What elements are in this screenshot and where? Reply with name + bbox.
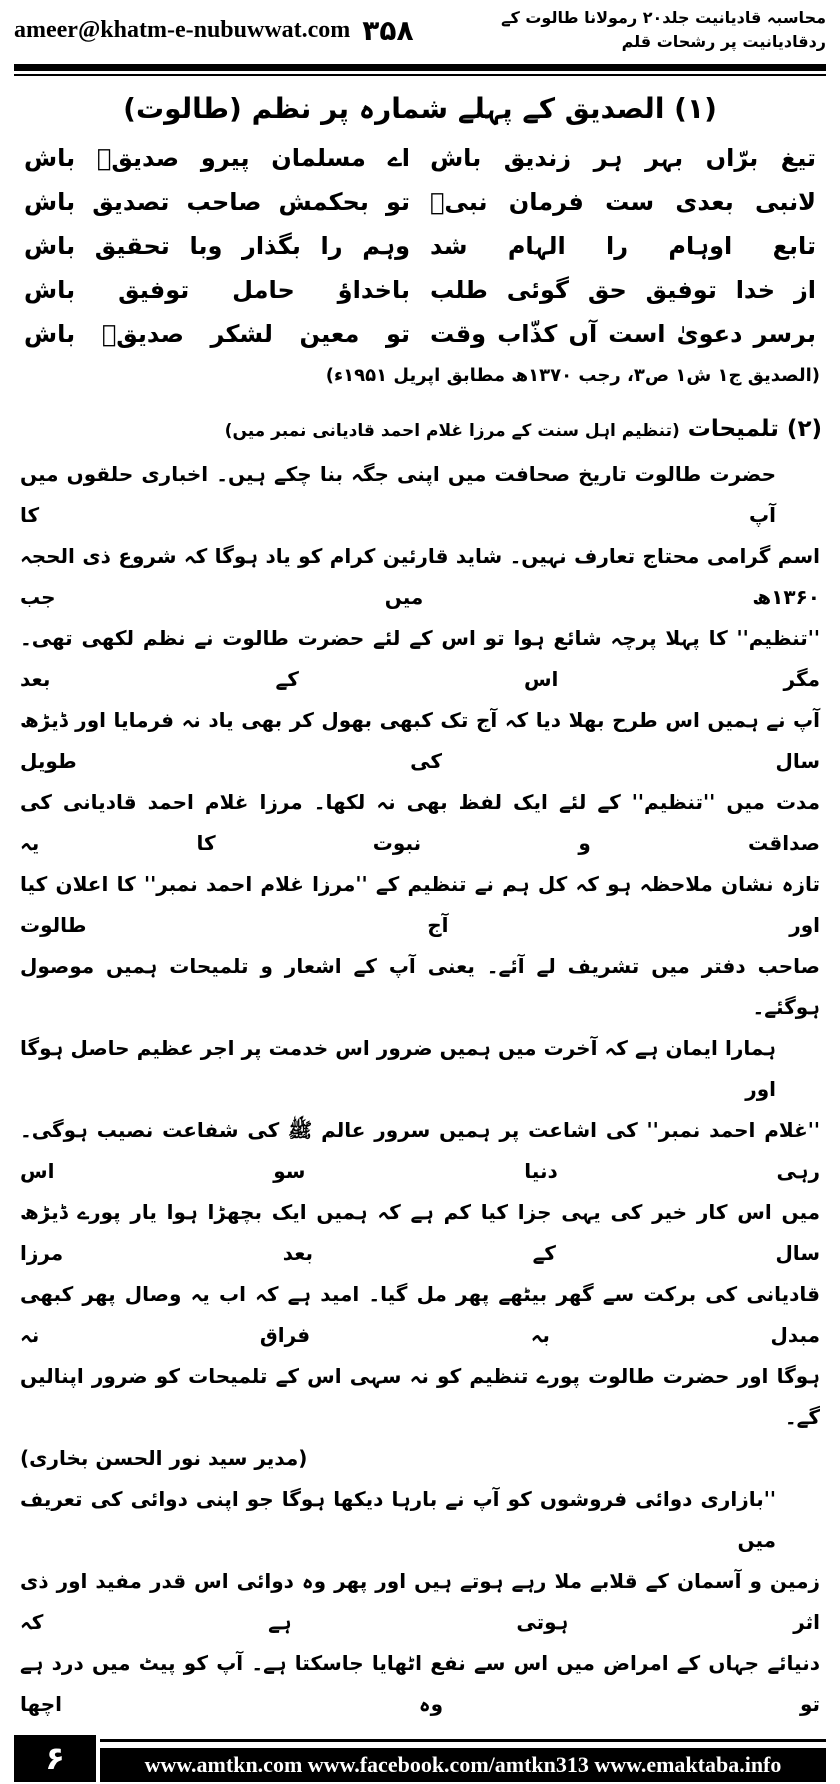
- poem-word: حق: [587, 276, 627, 304]
- page-footer: [14, 1735, 826, 1782]
- poem-word: باش: [430, 144, 482, 172]
- poem-word: ہر: [593, 144, 623, 172]
- poem-hemistich-left: [14, 136, 420, 180]
- article-body: [14, 454, 826, 1725]
- poem-hemistich-right: [420, 312, 826, 356]
- section2-subtitle: (تنظیم اہل سنت کے مرزا غلام احمد قادیانی نمبر میں): [224, 420, 680, 441]
- poem-word: خدا: [735, 276, 776, 304]
- poem-word: از: [793, 276, 816, 304]
- poem-word: است: [608, 320, 666, 348]
- footer-rule: [100, 1739, 826, 1742]
- paragraph-line: اسم گرامی محتاج تعارف نہیں۔ شاید قارئین کرام کو یاد ہوگا کہ شروع ذی الحجہ ۱۳۶۰ھ میں جب: [20, 543, 820, 609]
- poem-word: تو: [385, 320, 410, 348]
- footer-page-number: ۶: [14, 1735, 96, 1782]
- poem-verse: [14, 136, 826, 180]
- poem-hemistich-right: [420, 180, 826, 224]
- paragraph-line: تازہ نشان ملاحظہ ہو کہ کل ہم نے تنظیم کے ''مرزا غلام احمد نمبر'' کا اعلان کیا اور آج طالوت: [20, 871, 820, 937]
- editor-signature: (مدیر سید نور الحسن بخاری): [20, 1445, 308, 1470]
- poem-word: باش: [24, 232, 76, 260]
- poem-word: را: [606, 232, 629, 260]
- paragraph-line: مدت میں ''تنظیم'' کے لئے ایک لفظ بھی نہ لکھا۔ مرزا غلام احمد قادیانی کی صداقت و نبوت کا یہ: [20, 789, 820, 855]
- poem-citation: (الصدیق ج۱ ش۱ ص۳، رجب ۱۳۷۰ھ مطابق اپریل ۱۹۵۱ء): [325, 365, 820, 386]
- poem-word: تیغ: [780, 144, 816, 172]
- poem-hemistich-right: [420, 136, 826, 180]
- poem-word: کذّاب: [497, 320, 558, 348]
- poem-word: بہر: [645, 144, 684, 172]
- page-header: [14, 6, 826, 54]
- poem-word: اوہام: [668, 232, 733, 260]
- poem-word: صاحب: [186, 188, 262, 216]
- poem-word: بگذار: [242, 232, 301, 260]
- paragraph-line: ہوگا اور حضرت طالوت پورے تنظیم کو نہ سہی اس کے تلمیحات کو ضرور اپنالیں گے۔: [20, 1363, 820, 1429]
- section2-heading: [18, 411, 822, 448]
- header-rule: [14, 64, 826, 71]
- poem: [14, 136, 826, 356]
- poem-word: فرمان: [508, 188, 584, 216]
- poem-verse: [14, 312, 826, 356]
- poem-word: را: [320, 232, 343, 260]
- spacer: [14, 1725, 826, 1735]
- poem-word: وقت: [430, 320, 487, 348]
- footer-links: www.amtkn.com www.facebook.com/amtkn313 www.emaktaba.info: [100, 1748, 826, 1782]
- poem-word: باش: [24, 144, 76, 172]
- poem-word: وبا: [189, 232, 223, 260]
- poem-word: باخداؤ: [337, 276, 410, 304]
- poem-word: صدیقؓ: [96, 144, 180, 172]
- poem-word: حامل: [232, 276, 295, 304]
- header-email: ameer@khatm-e-nubuwwat.com: [14, 16, 351, 43]
- poem-word: باش: [24, 320, 76, 348]
- poem-word: الہام: [507, 232, 566, 260]
- paragraph-line: ''غلام احمد نمبر'' کی اشاعت پر ہمیں سرور عالم ﷺ کی شفاعت نصیب ہوگی۔ رہی دنیا سو اس: [20, 1117, 820, 1183]
- quote-line: ''بازاری دوائی فروشوں کو آپ نے بارہا دیکھا ہوگا جو اپنی دوائی کی تعریف میں: [20, 1486, 776, 1552]
- poem-word: باش: [24, 276, 76, 304]
- paragraph-line: میں اس کار خیر کی یہی جزا کیا کم ہے کہ ہمیں ایک بچھڑا ہوا یار پورے ڈیڑھ سال کے بعد مرزا: [20, 1199, 820, 1265]
- poem-word: صدیقؓ: [101, 320, 184, 348]
- poem-verse: [14, 268, 826, 312]
- poem-hemistich-left: [14, 224, 420, 268]
- poem-verse: [14, 224, 826, 268]
- poem-hemistich-right: [420, 268, 826, 312]
- poem-word: ست: [605, 188, 655, 216]
- paragraph-line: حضرت طالوت تاریخ صحافت میں اپنی جگہ بنا چکے ہیں۔ اخباری حلقوں میں آپ کا: [20, 461, 776, 527]
- section2-title: (۲) تلمیحات: [687, 415, 822, 442]
- poem-word: بحکمش: [278, 188, 369, 216]
- poem-verse: [14, 180, 826, 224]
- poem-word: نبیؐ: [430, 188, 488, 216]
- poem-hemistich-left: [14, 268, 420, 312]
- poem-word: وہم: [362, 232, 410, 260]
- poem-hemistich-left: [14, 180, 420, 224]
- poem-word: مسلمان: [271, 144, 366, 172]
- poem-word: طلب: [430, 276, 488, 304]
- quote-line: دنیائے جہاں کے امراض میں اس سے نفع اٹھایا جاسکتا ہے۔ آپ کو پیٹ میں درد ہے تو وہ اچھا: [20, 1650, 820, 1716]
- header-book-title: محاسبہ قادیانیت جلد۲۰ رمولانا طالوت کے ردقادیانیت پر رشحات قلم: [501, 8, 826, 51]
- quote-line: زمین و آسمان کے قلابے ملا رہے ہوتے ہیں اور پھر وہ دوائی اس قدر مفید اور ذی اثر ہوتی ہے کہ: [20, 1568, 820, 1634]
- poem-word: برّاں: [705, 144, 759, 172]
- poem-word: زندیق: [503, 144, 572, 172]
- poem-word: برسر: [753, 320, 816, 348]
- poem-hemistich-left: [14, 312, 420, 356]
- header-page-number: ۳۵۸: [362, 13, 414, 47]
- poem-word: اے: [387, 144, 410, 172]
- poem-word: گوئی: [506, 276, 569, 304]
- paragraph-line: ہمارا ایمان ہے کہ آخرت میں ہمیں ضرور اس خدمت پر اجر عظیم حاصل ہوگا اور: [20, 1035, 776, 1101]
- poem-word: لانبی: [755, 188, 816, 216]
- poem-word: تابع: [772, 232, 816, 260]
- paragraph-line: قادیانی کی برکت سے گھر بیٹھے پھر مل گیا۔ امید ہے کہ اب یہ وصال پھر کبھی مبدل بہ فراق نہ: [20, 1281, 820, 1347]
- poem-word: پیرو: [200, 144, 250, 172]
- poem-word: دعویٰ: [676, 320, 743, 348]
- paragraph-line: صاحب دفتر میں تشریف لے آئے۔ یعنی آپ کے اشعار و تلمیحات ہمیں موصول ہوگئے۔: [20, 953, 820, 1019]
- poem-word: توفیق: [118, 276, 190, 304]
- paragraph-line: ''تنظیم'' کا پہلا پرچہ شائع ہوا تو اس کے لئے حضرت طالوت نے نظم لکھی تھی۔ مگر اس کے بعد: [20, 625, 820, 691]
- poem-word: شد: [430, 232, 468, 260]
- poem-word: تو: [385, 188, 410, 216]
- poem-word: باش: [24, 188, 76, 216]
- poem-word: معین: [299, 320, 360, 348]
- poem-word: بعدی: [675, 188, 734, 216]
- poem-word: توفیق: [645, 276, 717, 304]
- footer-right: [100, 1735, 826, 1782]
- section1-heading: (۱) الصدیق کے پہلے شمارہ پر نظم (طالوت): [123, 92, 717, 125]
- poem-word: آں: [568, 320, 598, 348]
- paragraph-line: آپ نے ہمیں اس طرح بھلا دیا کہ آج تک کبھی بھول کر بھی یاد نہ فرمایا اور ڈیڑھ سال کی طویل: [20, 707, 820, 773]
- poem-word: تصدیق: [92, 188, 170, 216]
- poem-word: لشکر: [210, 320, 273, 348]
- poem-hemistich-right: [420, 224, 826, 268]
- poem-word: تحقیق: [94, 232, 170, 260]
- header-rule-thin: [14, 74, 826, 76]
